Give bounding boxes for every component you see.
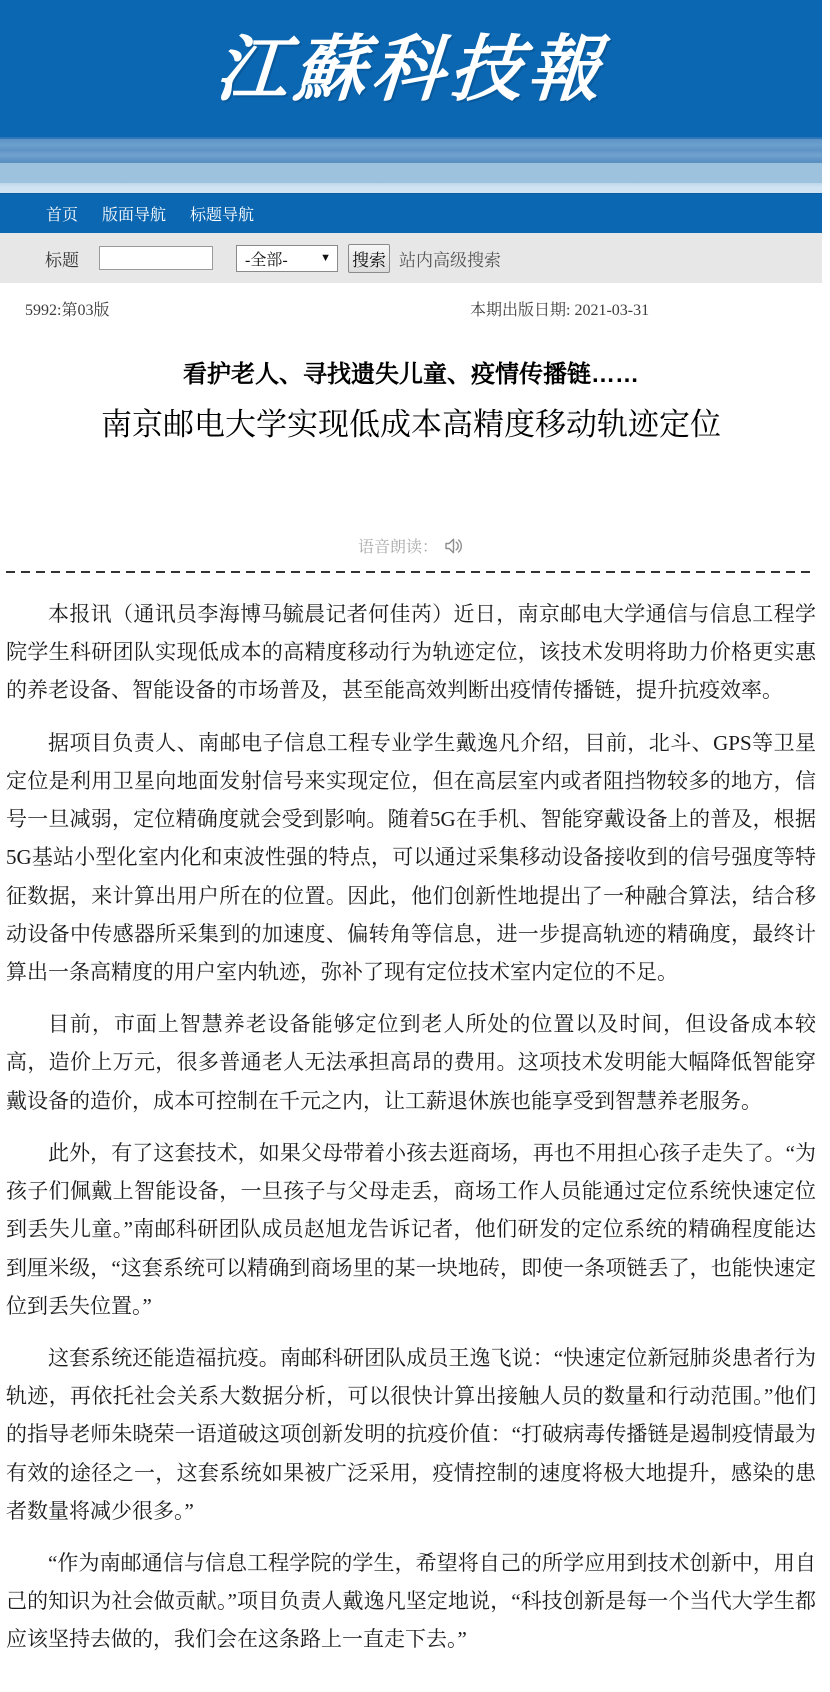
issue-number-page[interactable]: 5992:第03版 bbox=[25, 302, 110, 319]
masthead bbox=[0, 0, 822, 137]
paragraph-4: 此外，有了这套技术，如果父母带着小孩去逛商场，再也不用担心孩子走失了。“为孩子们佩戴上智能设备，一旦孩子与父母走丢，商场工作人员能通过定位系统快速定位到丢失儿童。”南邮科研团队成员赵旭龙告诉记者，他们研发的定位系统的精确程度能达到厘米级，“这套系统可以精确到商场里的某一块地砖，即使一条项链丢了，也能快速定位到丢失位置。” bbox=[6, 1140, 816, 1318]
paragraph-6: “作为南邮通信与信息工程学院的学生，希望将自己的所学应用到技术创新中，用自己的知识为社会做贡献。”项目负责人戴逸凡坚定地说，“科技创新是每一个当代大学生都应该坚持去做的，我们会在这条路上一直走下去。” bbox=[6, 1551, 816, 1652]
nav-item-title-navigation[interactable]: 标题导航 bbox=[190, 207, 255, 224]
dashed-divider bbox=[6, 571, 816, 573]
article-title: 南京邮电大学实现低成本高精度移动轨迹定位 bbox=[101, 407, 721, 442]
stripe-band bbox=[0, 137, 822, 193]
paragraph-3: 目前，市面上智慧养老设备能够定位到老人所处的位置以及时间，但设备成本较高，造价上万元，很多普通老人无法承担高昂的费用。这项技术发明能大幅降低智能穿戴设备的造价，成本可控制在千元之内，让工薪退休族也能享受到智慧养老服务。 bbox=[6, 1012, 816, 1113]
category-selected-value: -全部- bbox=[245, 251, 288, 269]
tts-row bbox=[6, 534, 816, 557]
paragraph-1: 本报讯（通讯员李海博马毓晨记者何佳芮）近日，南京邮电大学通信与信息工程学院学生科研团队实现低成本的高精度移动行为轨迹定位，该技术发明将助力价格更实惠的养老设备、智能设备的市场普及，甚至能高效判断出疫情传播链，提升抗疫效率。 bbox=[6, 602, 816, 703]
search-bar bbox=[0, 233, 822, 283]
issue-bar bbox=[0, 283, 822, 330]
category-select[interactable] bbox=[236, 245, 338, 272]
speaker-icon[interactable] bbox=[444, 537, 464, 555]
article-body bbox=[6, 595, 816, 1659]
paragraph-2: 据项目负责人、南邮电子信息工程专业学生戴逸凡介绍，目前，北斗、GPS等卫星定位是利用卫星向地面发射信号来实现定位，但在高层室内或者阻挡物较多的地方，信号一旦减弱，定位精确度就会受到影响。随着5G在手机、智能穿戴设备上的普及，根据5G基站小型化室内化和束波性强的特点，可以通过采集移动设备接收到的信号强度等特征数据，来计算出用户所在的位置。因此，他们创新性地提出了一种融合算法，结合移动设备中传感器所采集到的加速度、偏转角等信息，进一步提高轨迹的精确度，最终计算出一条高精度的用户室内轨迹，弥补了现有定位技术室内定位的不足。 bbox=[6, 730, 816, 984]
publish-date: 本期出版日期: 2021-03-31 bbox=[470, 302, 650, 319]
masthead-logo[interactable]: 江蘇科技報 bbox=[213, 25, 610, 111]
main-nav bbox=[0, 193, 822, 233]
nav-item-page-navigation[interactable]: 版面导航 bbox=[102, 207, 167, 224]
tts-label: 语音朗读： bbox=[357, 539, 438, 556]
article-kicker: 看护老人、寻找遗失儿童、疫情传播链…… bbox=[183, 361, 639, 388]
search-button[interactable]: 搜索 bbox=[348, 244, 390, 273]
paragraph-5: 这套系统还能造福抗疫。南邮科研团队成员王逸飞说：“快速定位新冠肺炎患者行为轨迹，再依托社会关系大数据分析，可以很快计算出接触人员的数量和行动范围。”他们的指导老师朱晓荣一语道破这项创新发明的抗疫价值：“打破病毒传播链是遏制疫情最为有效的途径之一，这套系统如果被广泛采用，疫情控制的速度将极大地提升，感染的患者数量将减少很多。” bbox=[6, 1345, 816, 1523]
article bbox=[0, 330, 822, 1689]
search-input[interactable] bbox=[99, 246, 213, 270]
nav-item-home[interactable]: 首页 bbox=[46, 207, 79, 224]
chevron-down-icon: ▼ bbox=[320, 252, 331, 264]
advanced-search-link[interactable]: 站内高级搜索 bbox=[399, 250, 501, 270]
search-field-label: 标题 bbox=[45, 250, 79, 270]
